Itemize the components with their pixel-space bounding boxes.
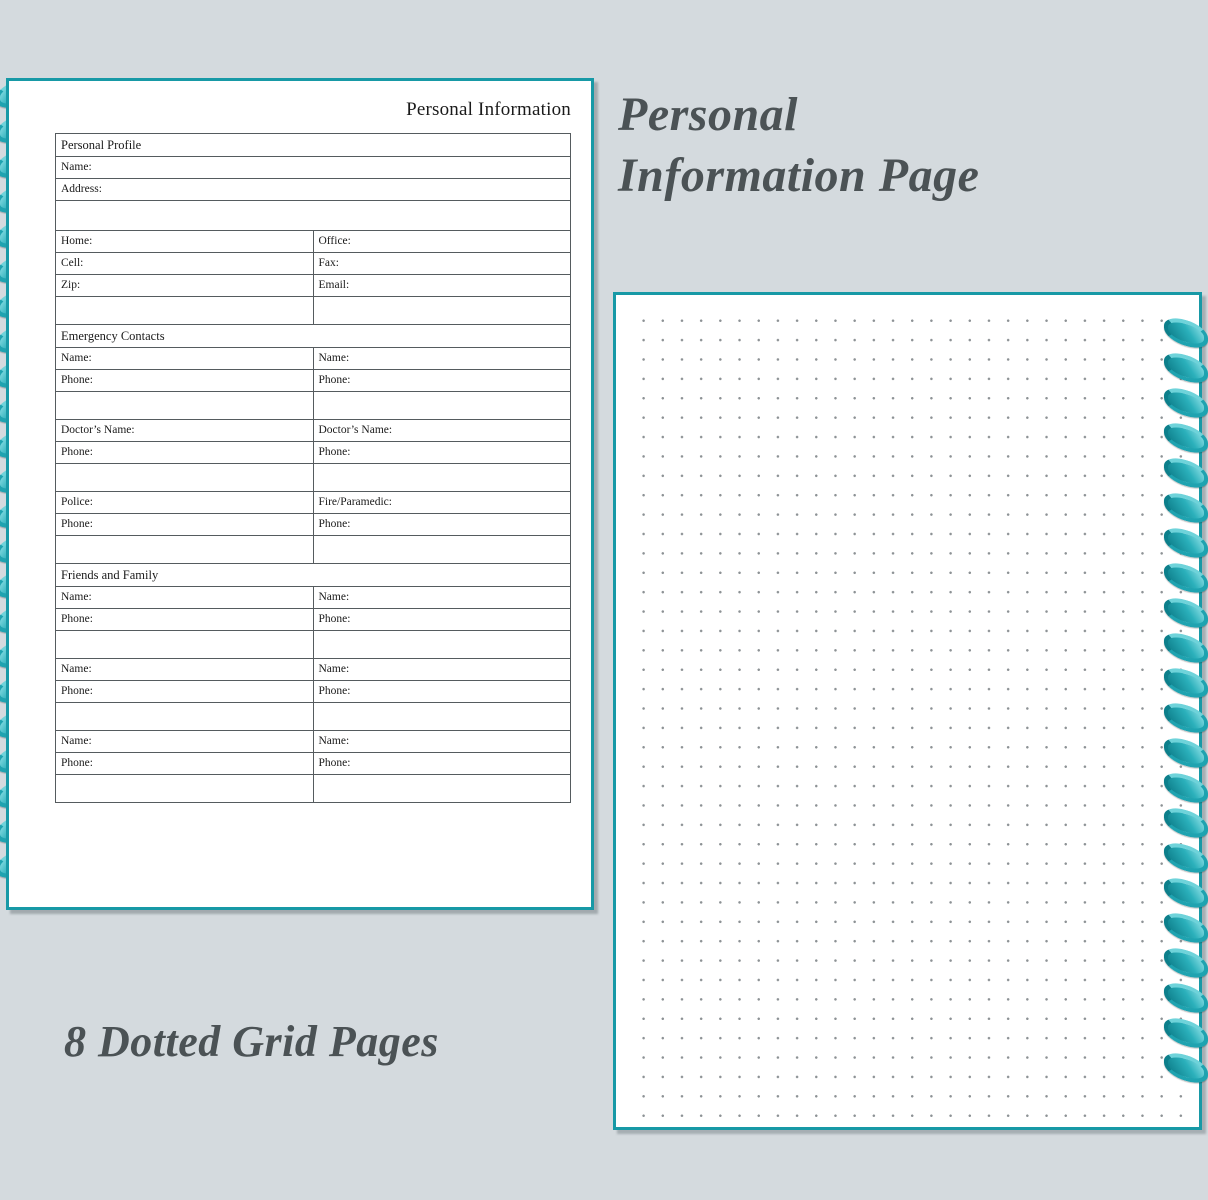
form-field-right[interactable]: Name: (313, 731, 571, 753)
form-row (56, 420, 571, 442)
form-field-right[interactable]: Email: (313, 275, 571, 297)
form-field-blank[interactable] (313, 536, 571, 564)
form-field-left[interactable]: Home: (56, 231, 314, 253)
page-sheet (613, 292, 1202, 1130)
form-row (56, 536, 571, 564)
form-field-left[interactable]: Cell: (56, 253, 314, 275)
form-field-left[interactable]: Phone: (56, 370, 314, 392)
form-field-right[interactable]: Fax: (313, 253, 571, 275)
form-row (56, 370, 571, 392)
form-field-left[interactable]: Phone: (56, 609, 314, 631)
form-field-left[interactable]: Doctor’s Name: (56, 420, 314, 442)
personal-information-page (6, 78, 594, 910)
form-field-right[interactable]: Name: (313, 587, 571, 609)
form-row (56, 464, 571, 492)
form-row (56, 753, 571, 775)
form-row (56, 179, 571, 201)
section-heading: Emergency Contacts (56, 325, 571, 348)
form-row (56, 703, 571, 731)
form-row (56, 348, 571, 370)
form-field-blank[interactable] (313, 775, 571, 803)
form-row (56, 157, 571, 179)
form-field-left[interactable]: Police: (56, 492, 314, 514)
form-field-left[interactable]: Zip: (56, 275, 314, 297)
form-section-header (56, 325, 571, 348)
personal-information-form (55, 133, 571, 803)
form-field-left[interactable]: Phone: (56, 442, 314, 464)
form-row (56, 681, 571, 703)
form-field-right[interactable]: Fire/Paramedic: (313, 492, 571, 514)
form-field-left[interactable]: Phone: (56, 681, 314, 703)
form-field-blank[interactable] (56, 703, 314, 731)
form-field-left[interactable]: Phone: (56, 753, 314, 775)
dot-grid-field (630, 307, 1185, 1117)
right-heading (618, 84, 1178, 207)
form-field-left[interactable]: Name: (56, 587, 314, 609)
form-field-left[interactable]: Phone: (56, 514, 314, 536)
form-field-blank[interactable] (56, 775, 314, 803)
right-heading-line-1: Personal (618, 88, 799, 141)
right-heading-line-2: Information Page (618, 149, 980, 203)
form-field-blank[interactable] (313, 703, 571, 731)
form-field-blank[interactable] (56, 631, 314, 659)
form-row (56, 609, 571, 631)
form-field-right[interactable]: Name: (313, 659, 571, 681)
form-field-right[interactable]: Doctor’s Name: (313, 420, 571, 442)
form-field-blank[interactable] (56, 297, 314, 325)
form-field-right[interactable]: Phone: (313, 753, 571, 775)
form-field-right[interactable]: Phone: (313, 370, 571, 392)
form-field-left[interactable]: Name: (56, 731, 314, 753)
form-field-left[interactable]: Name: (56, 659, 314, 681)
form-field-right[interactable]: Name: (313, 348, 571, 370)
form-row (56, 659, 571, 681)
form-row (56, 201, 571, 231)
form-row (56, 587, 571, 609)
form-field-blank[interactable] (56, 464, 314, 492)
section-heading: Personal Profile (56, 134, 571, 157)
form-field-right[interactable]: Phone: (313, 442, 571, 464)
dotted-grid-page (613, 292, 1202, 1130)
form-row (56, 442, 571, 464)
form-row (56, 775, 571, 803)
form-field-blank[interactable] (56, 536, 314, 564)
form-field-blank[interactable] (313, 631, 571, 659)
form-field-full[interactable]: Name: (56, 157, 571, 179)
form-section-header (56, 134, 571, 157)
form-field-blank[interactable] (56, 201, 571, 231)
form-row (56, 231, 571, 253)
form-field-right[interactable]: Phone: (313, 609, 571, 631)
form-row (56, 275, 571, 297)
form-row (56, 392, 571, 420)
form-row (56, 514, 571, 536)
bottom-heading: 8 Dotted Grid Pages (64, 1017, 439, 1066)
form-field-right[interactable]: Phone: (313, 681, 571, 703)
form-field-right[interactable]: Office: (313, 231, 571, 253)
form-field-left[interactable]: Name: (56, 348, 314, 370)
form-field-right[interactable]: Phone: (313, 514, 571, 536)
form-row (56, 492, 571, 514)
form-row (56, 731, 571, 753)
form-row (56, 253, 571, 275)
form-section-header (56, 564, 571, 587)
form-row (56, 297, 571, 325)
page-title: Personal Information (406, 99, 571, 120)
form-field-blank[interactable] (313, 464, 571, 492)
form-field-blank[interactable] (313, 392, 571, 420)
section-heading: Friends and Family (56, 564, 571, 587)
page-sheet (6, 78, 594, 910)
form-field-blank[interactable] (56, 392, 314, 420)
form-row (56, 631, 571, 659)
form-field-full[interactable]: Address: (56, 179, 571, 201)
form-field-blank[interactable] (313, 297, 571, 325)
